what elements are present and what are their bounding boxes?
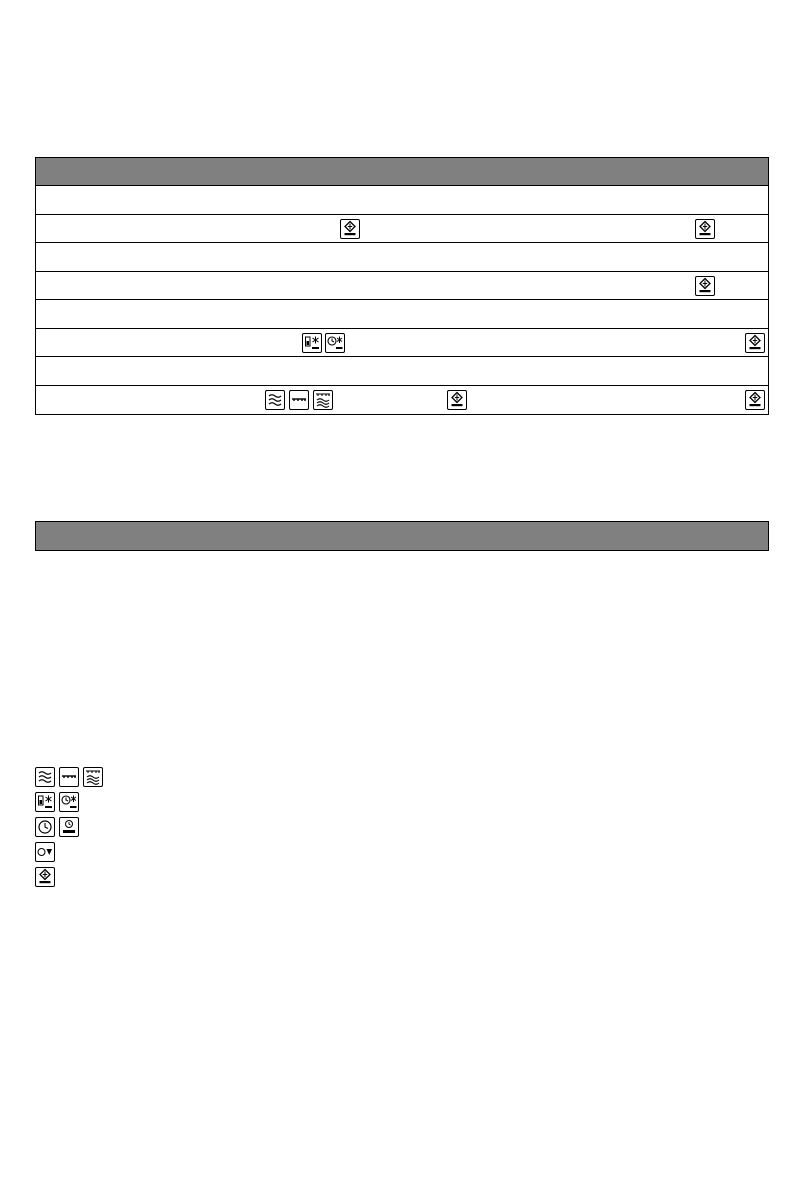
microwave-icon bbox=[265, 390, 285, 410]
table-row bbox=[36, 272, 768, 301]
table-row bbox=[36, 243, 768, 272]
table-row bbox=[36, 186, 768, 215]
timed-defrost-icon bbox=[325, 333, 345, 353]
quick-start-icon bbox=[695, 219, 715, 239]
section-header bbox=[35, 521, 769, 551]
table-row bbox=[36, 386, 768, 415]
quick-start-icon bbox=[340, 219, 360, 239]
program-icon bbox=[59, 817, 79, 837]
grill-icon bbox=[59, 767, 79, 787]
auto-defrost-icon bbox=[35, 792, 55, 812]
combi-icon bbox=[313, 390, 333, 410]
quick-start-icon bbox=[447, 390, 467, 410]
microwave-icon bbox=[35, 767, 55, 787]
quick-start-icon bbox=[695, 276, 715, 296]
table-header bbox=[36, 158, 768, 186]
quick-start-icon bbox=[745, 390, 765, 410]
table-row bbox=[36, 329, 768, 358]
quick-start-icon bbox=[745, 333, 765, 353]
grill-icon bbox=[289, 390, 309, 410]
combi-icon bbox=[83, 767, 103, 787]
auto-defrost-icon bbox=[302, 333, 322, 353]
timed-defrost-icon bbox=[59, 792, 79, 812]
clock-icon bbox=[35, 817, 55, 837]
table-row bbox=[36, 215, 768, 244]
weight-down-icon bbox=[35, 842, 55, 862]
quick-start-icon bbox=[35, 867, 55, 887]
table-row bbox=[36, 300, 768, 329]
function-table bbox=[35, 157, 769, 415]
table-row bbox=[36, 357, 768, 386]
